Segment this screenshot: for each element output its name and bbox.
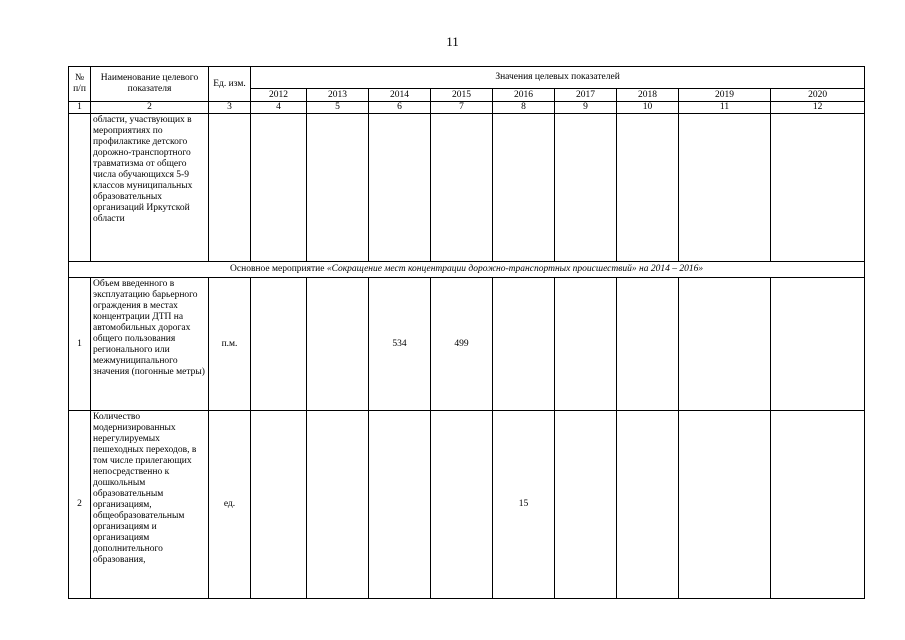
header-year: 2012 bbox=[251, 89, 307, 102]
header-name: Наименование целевого показателя bbox=[91, 67, 209, 102]
header-values-group: Значения целевых показателей bbox=[251, 67, 865, 89]
column-number: 3 bbox=[209, 102, 251, 114]
header-year: 2018 bbox=[617, 89, 679, 102]
column-number: 1 bbox=[69, 102, 91, 114]
header-year: 2015 bbox=[431, 89, 493, 102]
target-indicators-table bbox=[68, 66, 865, 599]
table-row bbox=[69, 278, 865, 411]
row-value bbox=[251, 114, 307, 262]
table-row bbox=[69, 114, 865, 262]
section-row bbox=[69, 262, 865, 278]
row-value bbox=[307, 114, 369, 262]
row-value bbox=[771, 114, 865, 262]
row-value bbox=[555, 278, 617, 411]
header-year: 2017 bbox=[555, 89, 617, 102]
row-value bbox=[617, 278, 679, 411]
row-value bbox=[617, 114, 679, 262]
row-value bbox=[251, 411, 307, 599]
row-value bbox=[555, 411, 617, 599]
header-year: 2016 bbox=[493, 89, 555, 102]
row-name: Объем введенного в эксплуатацию барьерного ограждения в местах концентрации ДТП на автомобильных дорогах общего пользования регионального или межмуниципального значения (погонные метры) bbox=[91, 278, 209, 411]
row-value bbox=[251, 278, 307, 411]
header-year: 2014 bbox=[369, 89, 431, 102]
row-value bbox=[555, 114, 617, 262]
row-value bbox=[679, 411, 771, 599]
row-value bbox=[617, 411, 679, 599]
row-num: 2 bbox=[69, 411, 91, 599]
column-number-row bbox=[69, 102, 865, 114]
header-year: 2020 bbox=[771, 89, 865, 102]
column-number: 8 bbox=[493, 102, 555, 114]
row-num: 1 bbox=[69, 278, 91, 411]
row-value bbox=[369, 411, 431, 599]
header-year: 2019 bbox=[679, 89, 771, 102]
row-value bbox=[307, 278, 369, 411]
column-number: 6 bbox=[369, 102, 431, 114]
row-value bbox=[679, 114, 771, 262]
column-number: 2 bbox=[91, 102, 209, 114]
row-value bbox=[679, 278, 771, 411]
row-value bbox=[771, 411, 865, 599]
row-value: 534 bbox=[369, 278, 431, 411]
row-value bbox=[369, 114, 431, 262]
row-unit: п.м. bbox=[209, 278, 251, 411]
row-value: 15 bbox=[493, 411, 555, 599]
row-value bbox=[307, 411, 369, 599]
column-number: 7 bbox=[431, 102, 493, 114]
table-row bbox=[69, 411, 865, 599]
row-value bbox=[771, 278, 865, 411]
section-title: «Сокращение мест концентрации дорожно-транспортных происшествий» на 2014 – 2016» bbox=[326, 264, 704, 274]
row-num bbox=[69, 114, 91, 262]
column-number: 5 bbox=[307, 102, 369, 114]
row-unit bbox=[209, 114, 251, 262]
row-value bbox=[431, 114, 493, 262]
row-name: области, участвующих в мероприятиях по профилактике детского дорожно-транспортного травматизма от общего числа обучающихся 5-9 классов муниципальных образовательных организаций Иркутской области bbox=[91, 114, 209, 262]
row-value bbox=[493, 278, 555, 411]
section-heading bbox=[69, 262, 865, 278]
column-number: 10 bbox=[617, 102, 679, 114]
section-prefix: Основное мероприятие bbox=[230, 264, 327, 274]
header-num: № п/п bbox=[69, 67, 91, 102]
header-unit: Ед. изм. bbox=[209, 67, 251, 102]
header-year: 2013 bbox=[307, 89, 369, 102]
row-name: Количество модернизированных нерегулируемых пешеходных переходов, в том числе прилегающих непосредственно к дошкольным образовательным организациям, общеобразовательным организациям и организациям дополнительного образования, bbox=[91, 411, 209, 599]
row-value bbox=[431, 411, 493, 599]
column-number: 11 bbox=[679, 102, 771, 114]
page-number: 11 bbox=[446, 34, 459, 49]
row-value: 499 bbox=[431, 278, 493, 411]
column-number: 4 bbox=[251, 102, 307, 114]
row-value bbox=[493, 114, 555, 262]
row-unit: ед. bbox=[209, 411, 251, 599]
column-number: 9 bbox=[555, 102, 617, 114]
column-number: 12 bbox=[771, 102, 865, 114]
